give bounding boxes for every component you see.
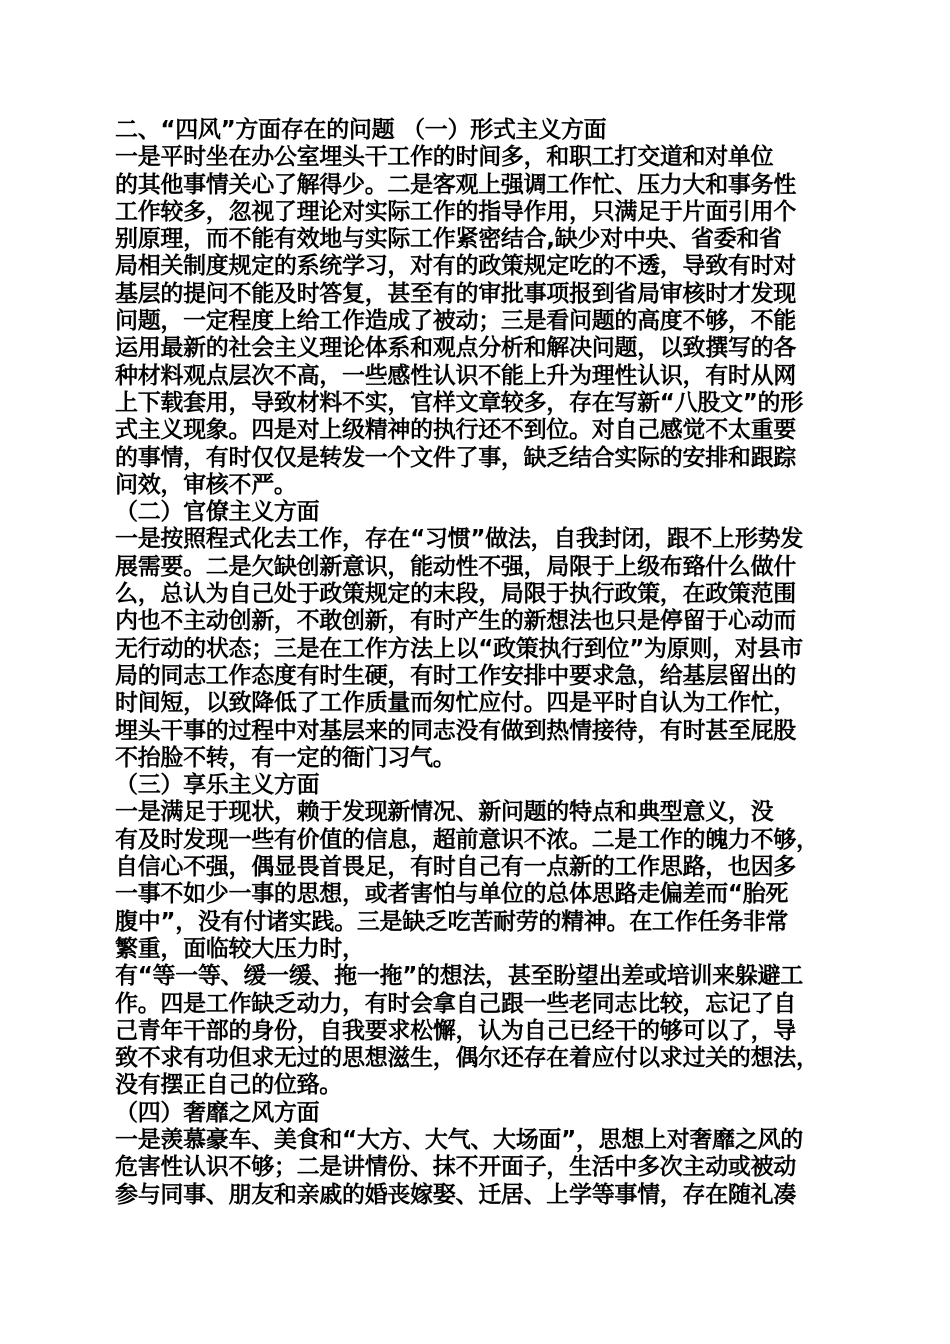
paragraph-line: 自信心不强，偶显畏首畏足，有时自己有一点新的工作思路，也因多 <box>115 854 797 881</box>
paragraph-line: 别原理，而不能有效地与实际工作紧密结合,缺少对中央、省委和省 <box>115 226 782 253</box>
paragraph-line: 有“等一等、缓一缓、拖一拖”的想法，甚至盼望出差或培训来躲避工 <box>115 963 803 990</box>
paragraph-line: 时间短，以致降低了工作质量而匆忙应付。四是平时自认为工作忙， <box>115 690 797 717</box>
section-heading: 二、“四风”方面存在的问题 （一）形式主义方面 <box>115 117 607 143</box>
paragraph-line: 种材料观点层次不高，一些感性认识不能上升为理性认识，有时从网 <box>115 362 797 389</box>
paragraph-line: 问效，审核不严。 <box>115 471 297 498</box>
paragraph-line: 运用最新的社会主义理论体系和观点分析和解决问题，以致撰写的各 <box>115 335 797 362</box>
paragraph-line: 作。四是工作缺乏动力，有时会拿自己跟一些老同志比较，忘记了自 <box>115 990 797 1017</box>
paragraph-line: 内也不主动创新，不敢创新，有时产生的新想法也只是停留于心动而 <box>115 608 797 635</box>
paragraph-line: 么，总认为自己处于政策规定的末段，局限于执行政策，在政策范围 <box>115 581 797 608</box>
paragraph-line: 无行动的状态；三是在工作方法上以“政策执行到位”为原则，对县市 <box>115 635 803 662</box>
paragraph-line: 一是按照程式化去工作，存在“习惯”做法，自我封闭，跟不上形势发 <box>115 526 803 553</box>
paragraph-line: 展需要。二是欠缺创新意识，能动性不强，局限于上级布臵什么做什 <box>115 553 797 580</box>
paragraph-line: 繁重，面临较大压力时， <box>115 935 365 962</box>
paragraph-line: 工作较多，忽视了理论对实际工作的指导作用，只满足于片面引用个 <box>115 198 797 225</box>
paragraph-line: 一是羡慕豪车、美食和“大方、大气、大场面”，思想上对奢靡之风的 <box>115 1126 803 1153</box>
paragraph-line: 的其他事情关心了解得少。二是客观上强调工作忙、压力大和事务性 <box>115 171 797 198</box>
paragraph-line: 式主义现象。四是对上级精神的执行还不到位。对自己感觉不太重要 <box>115 417 797 444</box>
paragraph-line: 局的同志工作态度有时生硬，有时工作安排中要求急，给基层留出的 <box>115 662 797 689</box>
paragraph-line: 上下载套用，导致材料不实，官样文章较多，存在写新“八股文”的形 <box>115 389 803 416</box>
paragraph-line: 参与同事、朋友和亲戚的婚丧嫁娶、迁居、上学等事情，存在随礼凑 <box>115 1181 797 1208</box>
paragraph-line: 一是满足于现状，赖于发现新情况、新问题的特点和典型意义，没 <box>115 799 774 826</box>
document-body <box>115 117 845 1209</box>
paragraph-line: 己青年干部的身份，自我要求松懈，认为自己已经干的够可以了，导 <box>115 1017 797 1044</box>
paragraph-line: 埋头干事的过程中对基层来的同志没有做到热情接待，有时甚至屁股 <box>115 717 797 744</box>
paragraph-line: 腹中”，没有付诸实践。三是缺乏吃苦耐劳的精神。在工作任务非常 <box>115 908 789 935</box>
section-heading: （四）奢靡之风方面 <box>115 1099 320 1126</box>
paragraph-line: 基层的提问不能及时答复，甚至有的审批事项报到省局审核时才发现 <box>115 280 797 307</box>
section-heading: （三）享乐主义方面 <box>115 772 320 799</box>
paragraph-line: 问题，一定程度上给工作造成了被动；三是看问题的高度不够，不能 <box>115 308 797 335</box>
paragraph-line: 没有摆正自己的位臵。 <box>115 1072 343 1099</box>
paragraph-line: 不抬脸不转，有一定的衙门习气。 <box>115 744 456 771</box>
paragraph-line: 的事情，有时仅仅是转发一个文件了事，缺乏结合实际的安排和跟踪 <box>115 444 797 471</box>
section-heading: （二）官僚主义方面 <box>115 499 320 526</box>
paragraph-line: 局相关制度规定的系统学习，对有的政策规定吃的不透，导致有时对 <box>115 253 797 280</box>
paragraph-line: 危害性认识不够；二是讲情份、抹不开面子，生活中多次主动或被动 <box>115 1154 797 1181</box>
paragraph-line: 一事不如少一事的思想，或者害怕与单位的总体思路走偏差而“胎死 <box>115 881 789 908</box>
paragraph-line: 有及时发现一些有价值的信息，超前意识不浓。二是工作的魄力不够， <box>115 826 819 853</box>
paragraph-line: 一是平时坐在办公室埋头干工作的时间多，和职工打交道和对单位 <box>115 144 774 171</box>
paragraph-line: 致不求有功但求无过的思想滋生，偶尔还存在着应付以求过关的想法， <box>115 1045 819 1072</box>
